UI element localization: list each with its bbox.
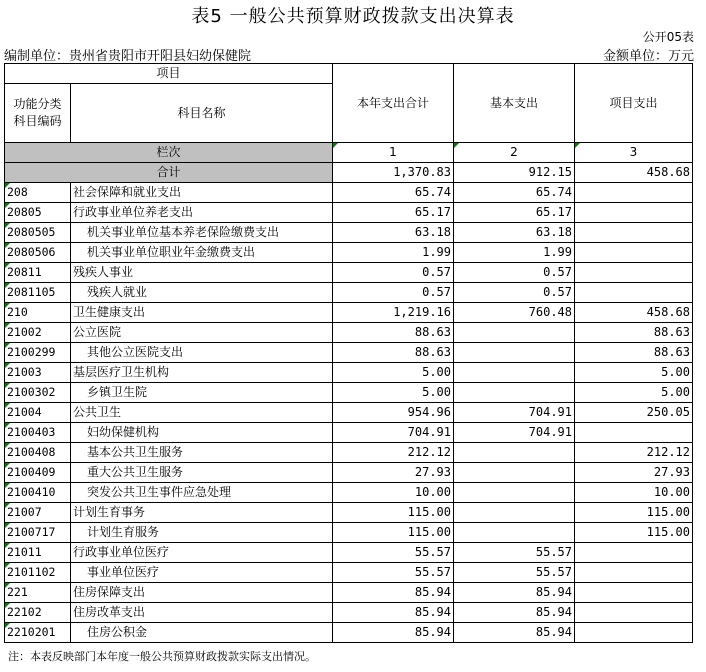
row-total: 65.74 (333, 183, 454, 203)
header-class-code: 功能分类 科目编码 (5, 84, 71, 143)
table-row (5, 583, 693, 603)
sum-project: 458.68 (575, 163, 693, 183)
row-basic (454, 463, 575, 483)
row-project (575, 543, 693, 563)
row-basic: 63.18 (454, 223, 575, 243)
row-total: 63.18 (333, 223, 454, 243)
row-basic: 55.57 (454, 543, 575, 563)
table-row (5, 383, 693, 403)
row-code: 21002 (5, 323, 71, 343)
table-row (5, 343, 693, 363)
table-row (5, 483, 693, 503)
table-row (5, 183, 693, 203)
row-project (575, 603, 693, 623)
row-subject-name: 公立医院 (71, 323, 333, 343)
row-basic: 0.57 (454, 263, 575, 283)
row-project (575, 423, 693, 443)
row-total: 1,219.16 (333, 303, 454, 323)
reporting-unit: 编制单位：贵州省贵阳市开阳县妇幼保健院 (4, 49, 252, 64)
row-total: 55.57 (333, 563, 454, 583)
table-row (5, 263, 693, 283)
table-row (5, 403, 693, 423)
row-basic (454, 363, 575, 383)
row-code: 2100410 (5, 483, 71, 503)
row-code: 2080505 (5, 223, 71, 243)
row-project: 5.00 (575, 363, 693, 383)
row-subject-name: 住房公积金 (71, 623, 333, 643)
table-row (5, 463, 693, 483)
row-total: 85.94 (333, 623, 454, 643)
row-project (575, 283, 693, 303)
row-project: 88.63 (575, 323, 693, 343)
row-total: 55.57 (333, 543, 454, 563)
row-basic: 55.57 (454, 563, 575, 583)
row-code: 208 (5, 183, 71, 203)
row-project: 88.63 (575, 343, 693, 363)
row-code: 2100302 (5, 383, 71, 403)
row-code: 21007 (5, 503, 71, 523)
row-project (575, 183, 693, 203)
row-basic (454, 383, 575, 403)
sum-basic: 912.15 (454, 163, 575, 183)
row-subject-name: 行政事业单位医疗 (71, 543, 333, 563)
row-total: 88.63 (333, 343, 454, 363)
row-basic: 704.91 (454, 403, 575, 423)
row-basic: 0.57 (454, 283, 575, 303)
row-total: 10.00 (333, 483, 454, 503)
row-project: 458.68 (575, 303, 693, 323)
row-project: 27.93 (575, 463, 693, 483)
row-total: 85.94 (333, 583, 454, 603)
table-row (5, 323, 693, 343)
row-subject-name: 卫生健康支出 (71, 303, 333, 323)
row-total: 212.12 (333, 443, 454, 463)
table-row (5, 543, 693, 563)
header-project: 项目支出 (575, 64, 693, 143)
row-subject-name: 其他公立医院支出 (71, 343, 333, 363)
footnote: 注：本表反映部门本年度一般公共预算财政拨款实际支出情况。 (8, 650, 316, 663)
col-index-2: 2 (454, 143, 575, 163)
row-code: 20811 (5, 263, 71, 283)
row-code: 21003 (5, 363, 71, 383)
row-basic (454, 323, 575, 343)
row-subject-name: 计划生育事务 (71, 503, 333, 523)
row-code: 2100408 (5, 443, 71, 463)
row-total: 954.96 (333, 403, 454, 423)
row-total: 85.94 (333, 603, 454, 623)
row-total: 27.93 (333, 463, 454, 483)
table-row (5, 423, 693, 443)
row-project (575, 563, 693, 583)
table-row (5, 243, 693, 263)
row-code: 2081105 (5, 283, 71, 303)
col-index-3: 3 (575, 143, 693, 163)
row-subject-name: 重大公共卫生服务 (71, 463, 333, 483)
row-basic: 65.74 (454, 183, 575, 203)
row-basic: 65.17 (454, 203, 575, 223)
row-project: 10.00 (575, 483, 693, 503)
amount-unit: 金额单位：万元 (602, 49, 694, 64)
row-code: 20805 (5, 203, 71, 223)
row-code: 2100299 (5, 343, 71, 363)
row-total: 704.91 (333, 423, 454, 443)
table-row (5, 623, 693, 643)
row-total: 1.99 (333, 243, 454, 263)
row-subject-name: 机关事业单位基本养老保险缴费支出 (71, 223, 333, 243)
row-project (575, 623, 693, 643)
table-row (5, 223, 693, 243)
row-code: 21011 (5, 543, 71, 563)
row-subject-name: 残疾人事业 (71, 263, 333, 283)
row-subject-name: 基层医疗卫生机构 (71, 363, 333, 383)
table-row (5, 523, 693, 543)
row-basic: 704.91 (454, 423, 575, 443)
row-code: 221 (5, 583, 71, 603)
row-total: 0.57 (333, 263, 454, 283)
row-basic (454, 443, 575, 463)
row-basic: 85.94 (454, 583, 575, 603)
row-code: 2210201 (5, 623, 71, 643)
table-row (5, 203, 693, 223)
row-basic (454, 503, 575, 523)
row-subject-name: 基本公共卫生服务 (71, 443, 333, 463)
row-project: 115.00 (575, 503, 693, 523)
row-subject-name: 计划生育服务 (71, 523, 333, 543)
row-subject-name: 突发公共卫生事件应急处理 (71, 483, 333, 503)
table-row (5, 563, 693, 583)
header-subject-name: 科目名称 (71, 84, 333, 143)
table-row (5, 363, 693, 383)
row-subject-name: 机关事业单位职业年金缴费支出 (71, 243, 333, 263)
row-total: 115.00 (333, 523, 454, 543)
table-row (5, 503, 693, 523)
row-subject-name: 社会保障和就业支出 (71, 183, 333, 203)
row-project: 212.12 (575, 443, 693, 463)
table-row (5, 603, 693, 623)
sum-label: 合计 (5, 163, 333, 183)
row-project: 250.05 (575, 403, 693, 423)
row-total: 0.57 (333, 283, 454, 303)
row-code: 2100403 (5, 423, 71, 443)
table-row (5, 443, 693, 463)
row-subject-name: 住房保障支出 (71, 583, 333, 603)
form-code: 公开05表 (642, 30, 694, 44)
row-basic (454, 483, 575, 503)
row-code: 2100409 (5, 463, 71, 483)
row-total: 88.63 (333, 323, 454, 343)
col-index-1: 1 (333, 143, 454, 163)
row-basic: 85.94 (454, 603, 575, 623)
row-code: 2100717 (5, 523, 71, 543)
row-index-label: 栏次 (5, 143, 333, 163)
row-project (575, 223, 693, 243)
expenditure-table (4, 63, 693, 643)
row-project (575, 243, 693, 263)
table-row (5, 303, 693, 323)
row-subject-name: 公共卫生 (71, 403, 333, 423)
table-row (5, 283, 693, 303)
row-subject-name: 事业单位医疗 (71, 563, 333, 583)
row-project: 115.00 (575, 523, 693, 543)
row-code: 2080506 (5, 243, 71, 263)
row-project (575, 263, 693, 283)
row-subject-name: 乡镇卫生院 (71, 383, 333, 403)
row-basic: 1.99 (454, 243, 575, 263)
row-total: 5.00 (333, 363, 454, 383)
row-total: 115.00 (333, 503, 454, 523)
header-item: 项目 (5, 64, 333, 84)
row-total: 65.17 (333, 203, 454, 223)
row-basic: 760.48 (454, 303, 575, 323)
row-code: 22102 (5, 603, 71, 623)
row-total: 5.00 (333, 383, 454, 403)
row-code: 2101102 (5, 563, 71, 583)
row-basic (454, 343, 575, 363)
row-subject-name: 住房改革支出 (71, 603, 333, 623)
row-project (575, 203, 693, 223)
report-title: 表5 一般公共预算财政拨款支出决算表 (191, 6, 515, 27)
sum-total: 1,370.83 (333, 163, 454, 183)
row-basic (454, 523, 575, 543)
header-total: 本年支出合计 (333, 64, 454, 143)
row-code: 210 (5, 303, 71, 323)
header-basic: 基本支出 (454, 64, 575, 143)
row-subject-name: 妇幼保健机构 (71, 423, 333, 443)
row-subject-name: 残疾人就业 (71, 283, 333, 303)
row-basic: 85.94 (454, 623, 575, 643)
row-project: 5.00 (575, 383, 693, 403)
row-project (575, 583, 693, 603)
row-subject-name: 行政事业单位养老支出 (71, 203, 333, 223)
row-code: 21004 (5, 403, 71, 423)
